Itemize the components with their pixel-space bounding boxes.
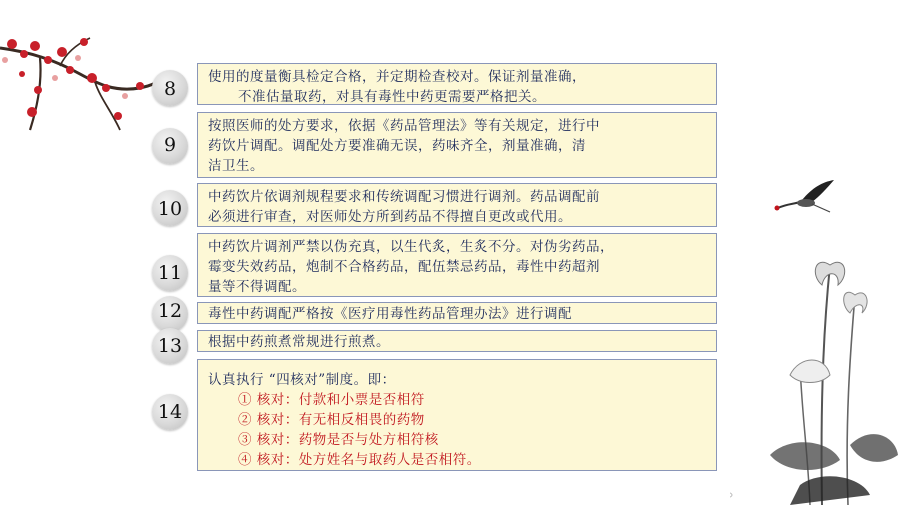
rule-box — [197, 330, 717, 352]
rule-text-line: 药饮片调配。调配处方要准确无误，药味齐全，剂量准确，清 — [208, 138, 586, 154]
number-badge: 12 — [157, 300, 183, 322]
number-badge: 11 — [157, 262, 183, 284]
rule-text-line: 中药饮片调剂严禁以伪充真，以生代炙，生炙不分。对伪劣药品， — [208, 239, 614, 255]
number-badge: 8 — [163, 78, 177, 100]
check-item: ④ 核对：处方姓名与取药人是否相符。 — [238, 452, 481, 468]
rule-text-line: 中药饮片依调剂规程要求和传统调配习惯进行调剂。药品调配前 — [208, 189, 600, 205]
rule-text-line: 量等不得调配。 — [208, 279, 306, 295]
rule-text-line: 毒性中药调配严格按《医疗用毒性药品管理办法》进行调配 — [208, 306, 572, 322]
rule-box — [197, 359, 717, 471]
rule-box — [197, 302, 717, 324]
rule-text-line: 霉变失效药品，炮制不合格药品，配伍禁忌药品，毒性中药超剂 — [208, 259, 600, 275]
rule-text-line: 必须进行审查，对医师处方所到药品不得擅自更改或代用。 — [208, 209, 572, 225]
rule-text-line: 不准估量取药，对具有毒性中药更需要严格把关。 — [238, 89, 546, 105]
rule-box — [197, 233, 717, 297]
crane-icon — [772, 178, 842, 223]
rule-text-line: 根据中药煎煮常规进行煎煮。 — [208, 334, 390, 350]
check-item: ① 核对：付款和小票是否相符 — [238, 392, 425, 408]
number-badge: 13 — [157, 335, 183, 357]
number-badge: 14 — [157, 401, 183, 423]
check-item: ③ 核对：药物是否与处方相符核 — [238, 432, 439, 448]
rule-box — [197, 183, 717, 227]
rule-text-line: 洁卫生。 — [208, 158, 264, 174]
number-badge: 10 — [157, 198, 183, 220]
rule-box — [197, 112, 717, 178]
rule-box — [197, 63, 717, 105]
number-badge: 9 — [163, 134, 177, 156]
check-item: ② 核对：有无相反相畏的药物 — [238, 412, 425, 428]
lotus-painting-icon — [730, 255, 900, 506]
rule-text-line: 按照医师的处方要求，依据《药品管理法》等有关规定，进行中 — [208, 118, 600, 134]
rule-text-line: 使用的度量衡具检定合格，并定期检查校对。保证剂量准确， — [208, 69, 586, 85]
check-intro: 认真执行 “四核对”制度。即： — [208, 372, 396, 388]
